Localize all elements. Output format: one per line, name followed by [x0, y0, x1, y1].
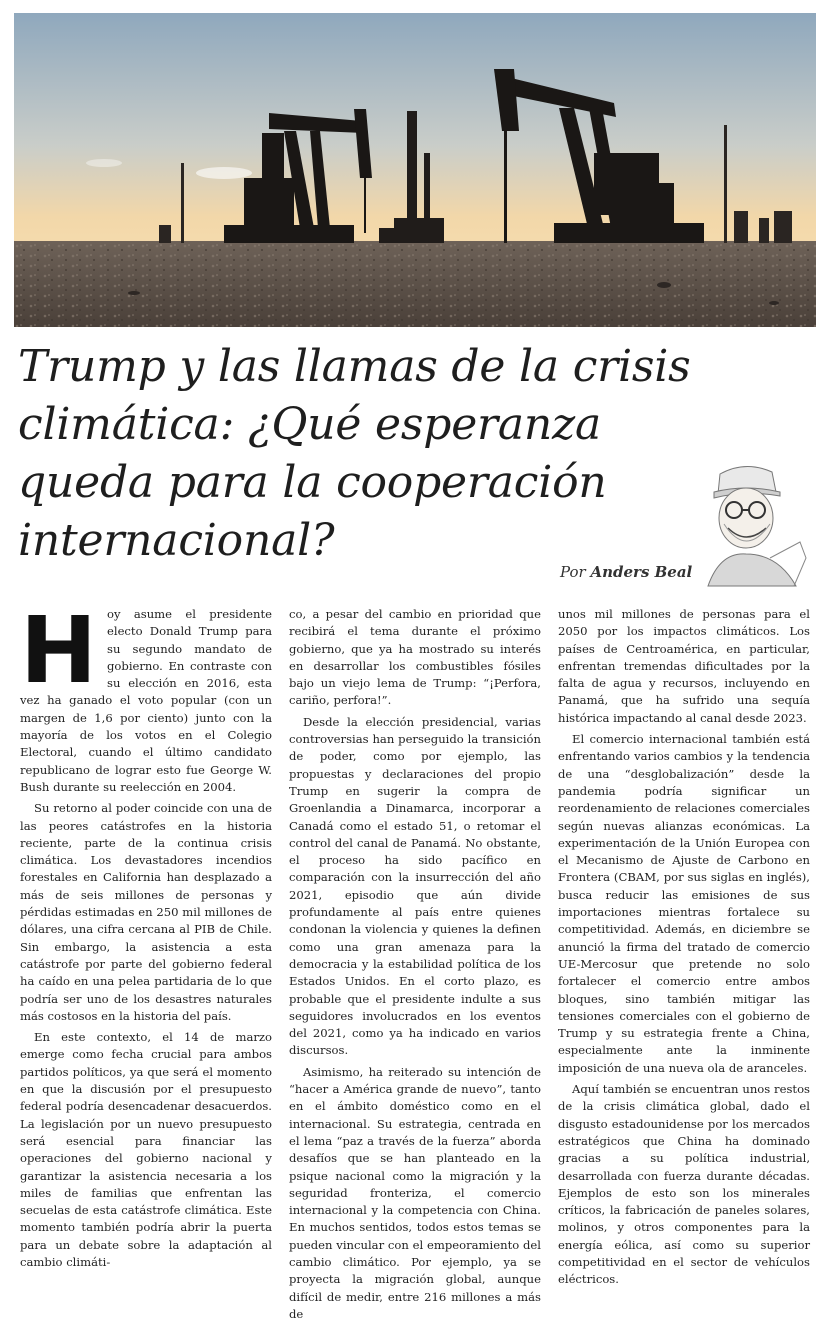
- paragraph-text: oy asume el presidente electo Donald Trump para su segundo mandato de gobierno. En contraste con su elección en 2016, esta vez ha ganado el voto popular (con un margen de 1,6 por ciento) junto con la mayoría de los votos en el Colegio Electoral, cuando el último candidato republicano de lograr esto fue George W. Bush durante su reelección en 2004.: [20, 607, 272, 794]
- drop-cap: H: [20, 597, 97, 704]
- byline: [560, 563, 692, 581]
- paragraph: [20, 597, 272, 796]
- author-portrait: [700, 462, 812, 586]
- author-portrait-illustration: [700, 462, 812, 586]
- paragraph: co, a pesar del cambio en prioridad que recibirá el tema durante el próximo gobierno, que ya ha mostrado su interés en desarrollar los combustibles fósiles bajo un viejo lema de Trump: “¡Perfora, cariño, perfora!”.: [289, 607, 541, 708]
- author-name: Anders Beal: [590, 563, 693, 581]
- text-column-1: [20, 597, 272, 1269]
- hero-photo: [14, 13, 816, 327]
- text-column-3: [558, 606, 810, 1287]
- paragraph: El comercio internacional también está enfrentando varios cambios y la tendencia de una “desglobalización” desde la pandemia podría significar un reordenamiento de relaciones comerciales según nuevas alianzas económicas. La experimentación de la Unión Europea con el Mecanismo de Ajuste de Carbono en Frontera (CBAM, por sus siglas en inglés), busca reducir las emisiones de sus importaciones mientras fortalece su competitividad. Además, en diciembre se anunció la firma del tratado de comercio UE-Mercosur que pretende no solo fortalecer el comercio entre ambos bloques, sino también mitigar las tensiones comerciales con el gobierno de Trump y su estrategia frente a China, especialmente ante la inminente imposición de una nueva ola de aranceles.: [558, 732, 810, 1075]
- oil-pumpjack-photo: [14, 13, 816, 327]
- article-title: Trump y las llamas de la crisis climática: ¿Qué esperanza queda para la cooperación internacional?: [18, 341, 691, 566]
- paragraph: Asimismo, ha reiterado su intención de “hacer a América grande de nuevo”, tanto en el ámbito doméstico como en el internacional. Su estrategia, centrada en el lema “paz a través de la fuerza” aborda desafíos que se han planteado en la psique nacional como la migración y la seguridad fronteriza, el comercio internacional y la competencia con China. En muchos sentidos, todos estos temas se pueden vincular con el empeoramiento del cambio climático. Por ejemplo, ya se proyecta la migración global, aunque difícil de medir, entre 216 millones a más de: [289, 1064, 541, 1321]
- byline-prefix: Por: [560, 563, 586, 581]
- paragraph: Desde la elección presidencial, varias controversias han perseguido la transición de poder, como por ejemplo, las propuestas y declaraciones del propio Trump en sugerir la compra de Groenlandia a Dinamarca, incorporar a Canadá como el estado 51, o retomar el control del canal de Panamá. No obstante, el proceso ha sido pacífico en comparación con la insurrección del año 2021, episodio que aún divide profundamente al país entre quienes condonan la violencia y quienes la definen como una gran amenaza para la democracia y la estabilidad política de los Estados Unidos. En el corto plazo, es probable que el presidente indulte a sus seguidores involucrados en los eventos del 2021, como ya ha indicado en varios discursos.: [289, 714, 541, 1058]
- paragraph: unos mil millones de personas para el 2050 por los impactos climáticos. Los países de Centroamérica, en particular, enfrentan tremendas dificultades por la falta de agua y recursos, incluyendo en Panamá, que ha sufrido una sequía histórica impactando al canal desde 2023.: [558, 607, 810, 725]
- paragraph: Su retorno al poder coincide con una de las peores catástrofes en la historia reciente, parte de la continua crisis climática. Los devastadores incendios forestales en California han desplazado a más de seis millones de personas y pérdidas estimadas en 250 mil millones de dólares, una cifra cercana al PIB de Chile. Sin embargo, la asistencia a esta catástrofe por parte del gobierno federal ha caído en una pelea partidaria de lo que podría ser uno de los desastres naturales más costosos en la historia del país.: [20, 801, 272, 1023]
- text-column-2: [289, 606, 541, 1321]
- paragraph: Aquí también se encuentran unos restos de la crisis climática global, dado el disgusto estadounidense por los mercados estratégicos que China ha dominado gracias a su política industrial, desarrollada con fuerza durante décadas. Ejemplos de esto son los minerales críticos, la fabricación de paneles solares, molinos, y otros componentes para la energía eólica, así como su superior competitividad en el sector de vehículos eléctricos.: [558, 1082, 810, 1287]
- paragraph: En este contexto, el 14 de marzo emerge como fecha crucial para ambos partidos políticos, ya que será el momento en que la discusión por el presupuesto federal podría desencadenar desacuerdos. La legislación por un nuevo presupuesto será esencial para financiar las operaciones del gobierno nacional y garantizar la asistencia necesaria a los miles de familias que enfrentan las secuelas de esta catástrofe climática. Este momento también podría abrir la puerta para un debate sobre la adaptación al cambio climáti-: [20, 1030, 272, 1269]
